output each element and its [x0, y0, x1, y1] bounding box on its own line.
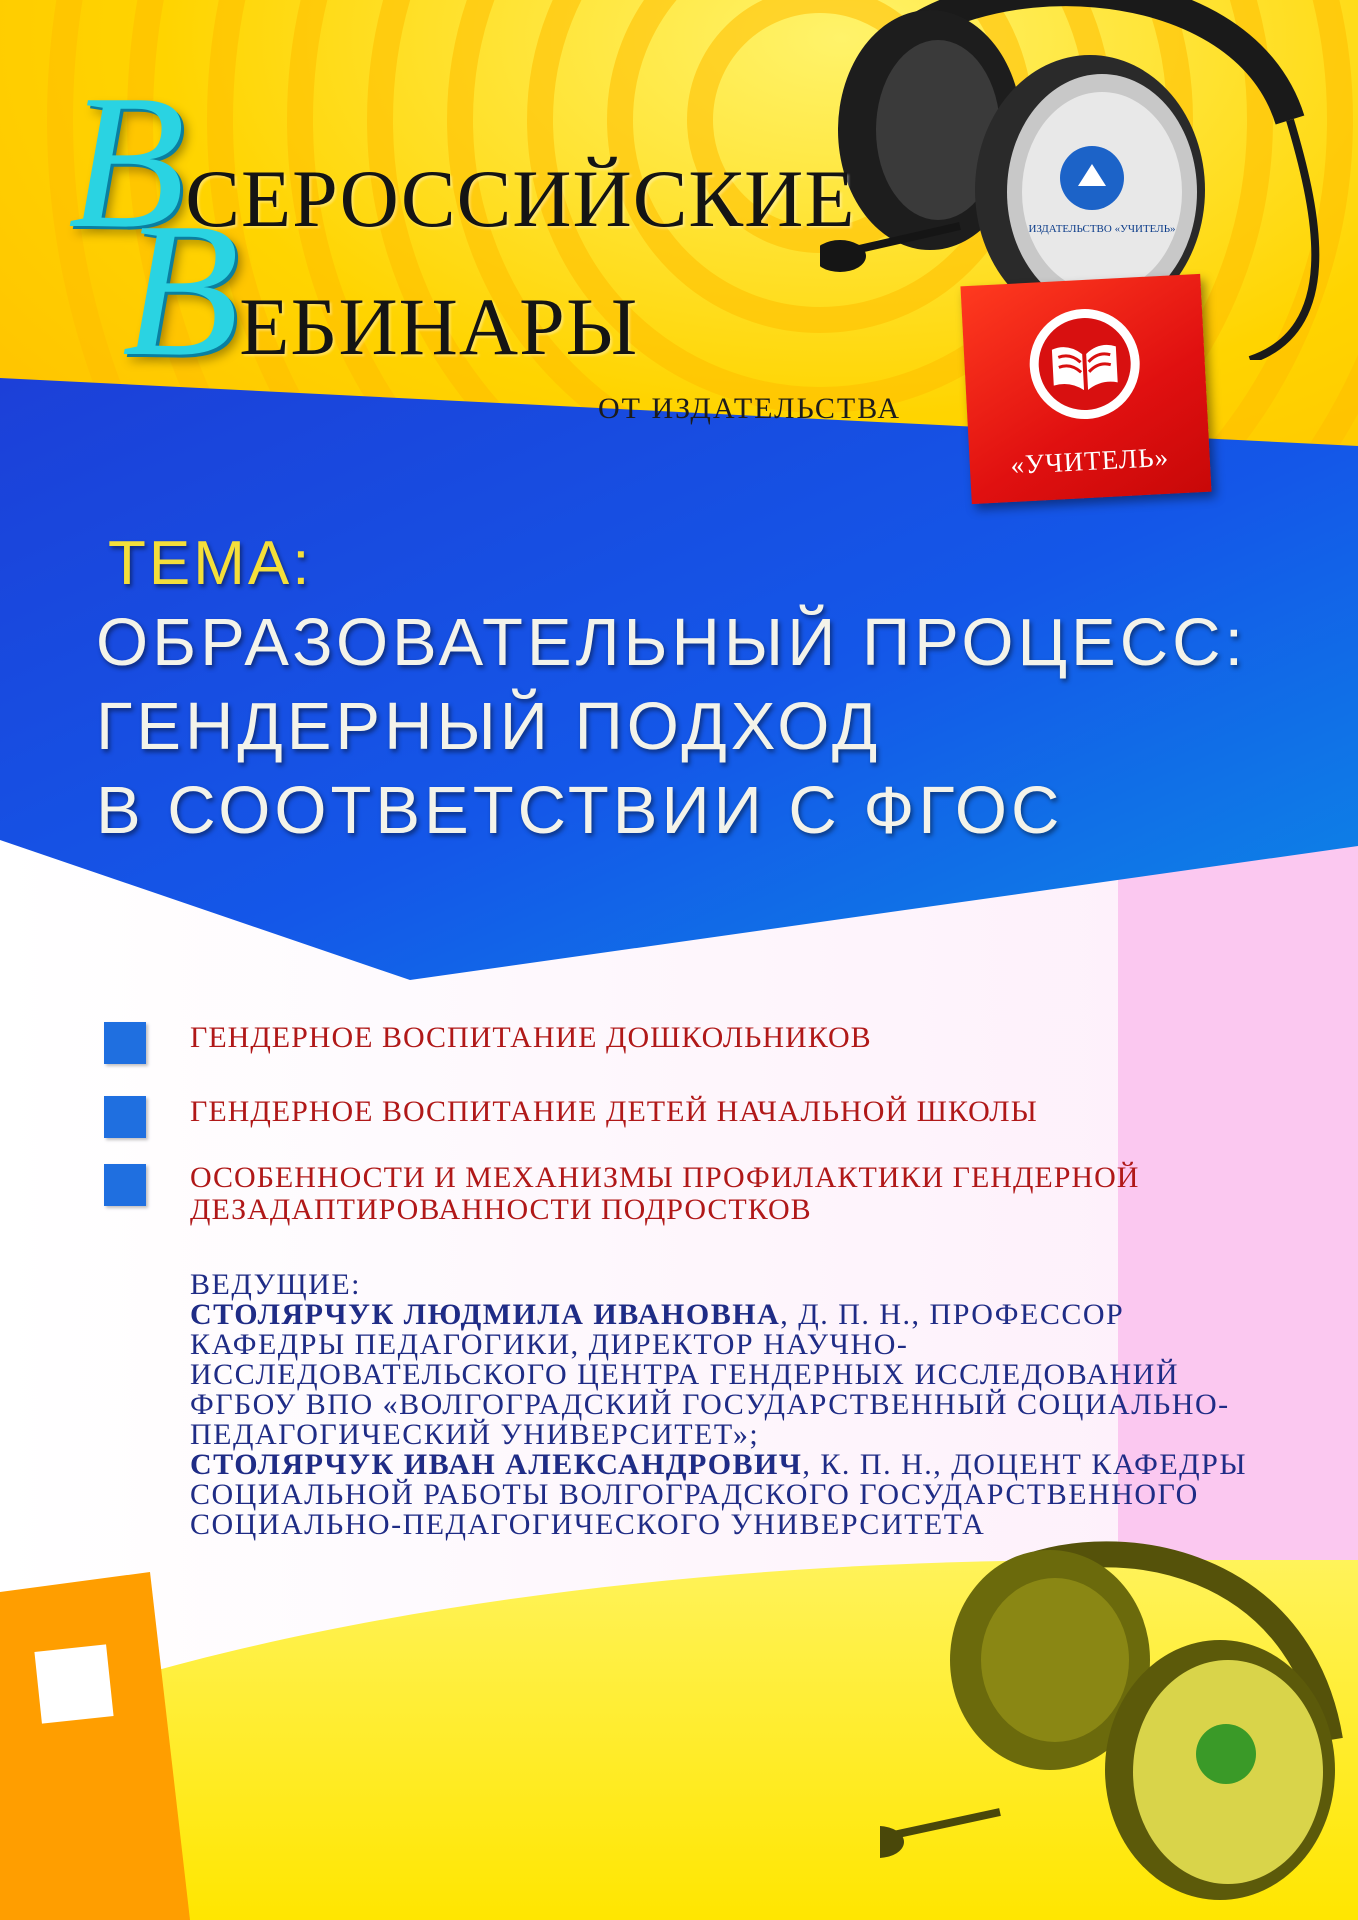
- host-1-line-4: ФГБОУ ВПО «ВОЛГОГРАДСКИЙ ГОСУДАРСТВЕННЫЙ СОЦИАЛЬНО-: [190, 1388, 1230, 1421]
- host-1-line-1: , Д. П. Н., ПРОФЕССОР: [780, 1298, 1125, 1331]
- bullet-item-2-line: ГЕНДЕРНОЕ ВОСПИТАНИЕ ДЕТЕЙ НАЧАЛЬНОЙ ШКОЛЫ: [190, 1095, 1038, 1128]
- host-1-name: СТОЛЯРЧУК ЛЮДМИЛА ИВАНОВНА: [190, 1298, 781, 1331]
- host-1-line-2: КАФЕДРЫ ПЕДАГОГИКИ, ДИРЕКТОР НАУЧНО-: [190, 1328, 909, 1361]
- headset-illustration-bottom: [880, 1540, 1358, 1920]
- topic-label: ТЕМА:: [108, 529, 313, 598]
- bullet-item-2: [190, 1096, 1038, 1128]
- hosts-label: ВЕДУЩИЕ:: [190, 1268, 361, 1301]
- publisher-prefix: ОТ ИЗДАТЕЛЬСТВА: [598, 392, 902, 425]
- title-initial-1: В: [68, 55, 186, 268]
- bullet-marker: [104, 1022, 146, 1064]
- badge-icon: [1196, 1724, 1256, 1784]
- bullet-item-1: [190, 1022, 872, 1054]
- headset-badge-text: ИЗДАТЕЛЬСТВО «УЧИТЕЛЬ»: [1028, 223, 1176, 235]
- title-initial-2: В: [122, 183, 240, 396]
- host-2-line-3: СОЦИАЛЬНО-ПЕДАГОГИЧЕСКОГО УНИВЕРСИТЕТА: [190, 1508, 986, 1541]
- title-line-2: [122, 183, 639, 396]
- topic-line-1: ОБРАЗОВАТЕЛЬНЫЙ ПРОЦЕСС:: [96, 605, 1248, 680]
- topic-line-2: ГЕНДЕРНЫЙ ПОДХОД: [96, 689, 882, 764]
- bullet-marker: [104, 1164, 146, 1206]
- bullet-item-3: [190, 1162, 1139, 1226]
- white-square-decor: [34, 1644, 113, 1723]
- publisher-logo: [960, 274, 1211, 504]
- bullet-item-3-line-2: ДЕЗАДАПТИРОВАННОСТИ ПОДРОСТКОВ: [190, 1193, 812, 1226]
- topic-line-1-clip: [0, 590, 1252, 690]
- book-emblem-icon: [1022, 301, 1148, 427]
- bullet-marker: [104, 1096, 146, 1138]
- bullet-item-3-line-1: ОСОБЕННОСТИ И МЕХАНИЗМЫ ПРОФИЛАКТИКИ ГЕНДЕРНОЙ: [190, 1161, 1140, 1194]
- host-1-line-3: ИССЛЕДОВАТЕЛЬСКОГО ЦЕНТРА ГЕНДЕРНЫХ ИССЛЕДОВАНИЙ: [190, 1358, 1179, 1391]
- title-word-2: ЕБИНАРЫ: [239, 281, 639, 372]
- topic-line-3: В СООТВЕТСТВИИ С ФГОС: [96, 773, 1064, 848]
- logo-name: «УЧИТЕЛЬ»: [1009, 441, 1170, 481]
- hosts-block: [190, 1270, 1280, 1540]
- host-2-line-2: СОЦИАЛЬНОЙ РАБОТЫ ВОЛГОГРАДСКОГО ГОСУДАРСТВЕННОГО: [190, 1478, 1199, 1511]
- host-1-line-5: ПЕДАГОГИЧЕСКИЙ УНИВЕРСИТЕТ»;: [190, 1418, 760, 1451]
- bullet-item-1-line: ГЕНДЕРНОЕ ВОСПИТАНИЕ ДОШКОЛЬНИКОВ: [190, 1021, 872, 1054]
- host-2-name: СТОЛЯРЧУК ИВАН АЛЕКСАНДРОВИЧ: [190, 1448, 803, 1481]
- host-2-line-1: , К. П. Н., ДОЦЕНТ КАФЕДРЫ: [802, 1448, 1247, 1481]
- title-word-1: СЕРОССИЙСКИЕ: [185, 153, 856, 244]
